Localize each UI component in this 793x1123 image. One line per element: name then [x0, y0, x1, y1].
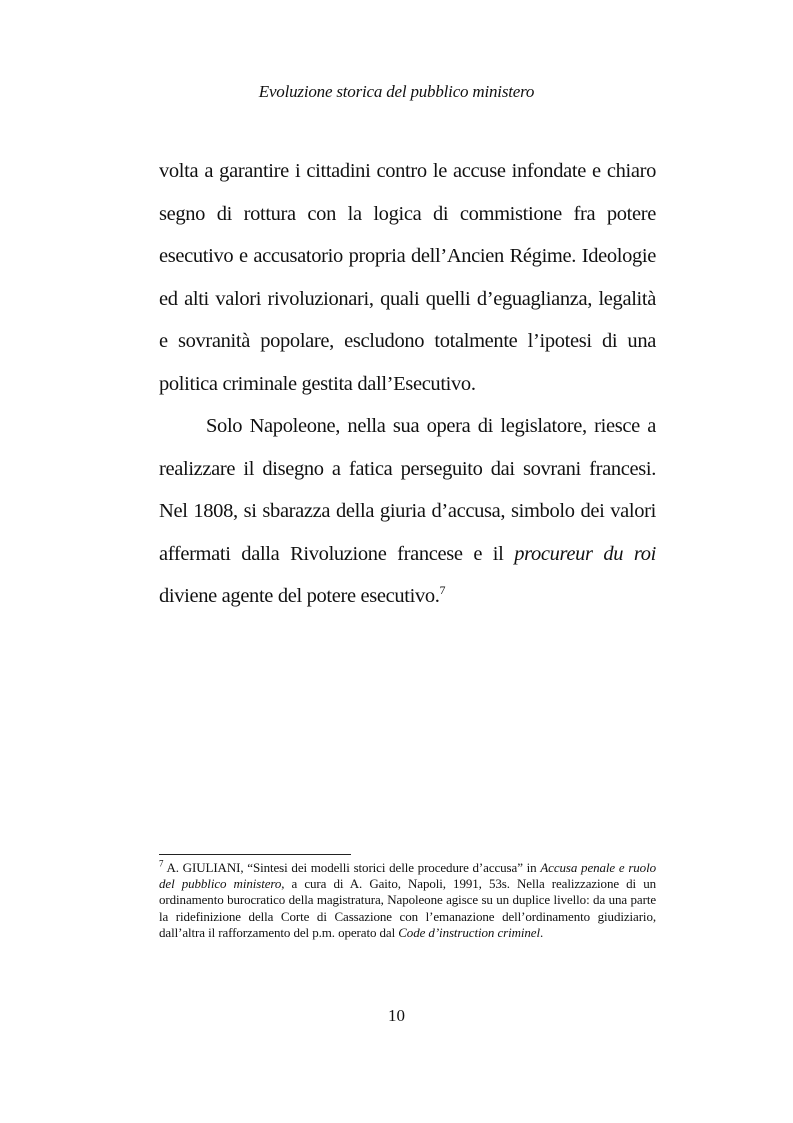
procureur-du-roi-italic: procureur du roi — [514, 542, 656, 565]
paragraph-1: volta a garantire i cittadini contro le accuse infondate e chiaro segno di rottura con la logica di commistione fra potere esecutivo e accusatorio propria dell’Ancien Régime. Ideologie ed alti valori rivoluzionari, quali quelli d’eguaglianza, legalità e sovranità popolare, escludono totalmente l’ipotesi di una politica criminale gestita dall’Esecutivo. — [159, 160, 656, 395]
paragraph-2 — [159, 405, 656, 618]
page-number: 10 — [388, 1006, 405, 1025]
footnote-7 — [159, 860, 656, 941]
main-text — [159, 150, 656, 618]
footnote-number: 7 — [159, 858, 164, 869]
paragraph-2-text-a: Solo Napoleone, nella sua opera di legislatore, riesce a realizzare il disegno a fatica perseguito dai sovrani francesi. Nel 1808, si sbarazza della giuria d’accusa, simbolo dei valori affermati dalla Rivoluzione francese e il — [159, 415, 656, 565]
footnote-separator — [159, 854, 351, 855]
footnote-reference[interactable]: 7 — [439, 583, 446, 598]
footnote-text-b: , a cura di A. Gaito, Napoli, 1991, 53s. Nella realizzazione di un ordinamento burocratico della magistratura, Napoleone agisce su un duplice livello: da una parte la ridefinizione della Corte di Cassazione con l’emanazione dell’ordinamento giudiziario, dall’altra il rafforzamento del p.m. operato dal — [159, 876, 656, 940]
running-header: Evoluzione storica del pubblico ministero — [258, 82, 535, 101]
footnote-italic-code: Code d’instruction criminel — [398, 924, 540, 940]
footnote-italic-title: Accusa penale e ruolo del pubblico ministero — [159, 860, 656, 892]
footnote-text-c: . — [539, 924, 544, 940]
footnote-text-a: A. GIULIANI, “Sintesi dei modelli storici delle procedure d’accusa” in — [163, 860, 541, 875]
paragraph-2-text-b: diviene agente del potere esecutivo. — [159, 585, 440, 607]
